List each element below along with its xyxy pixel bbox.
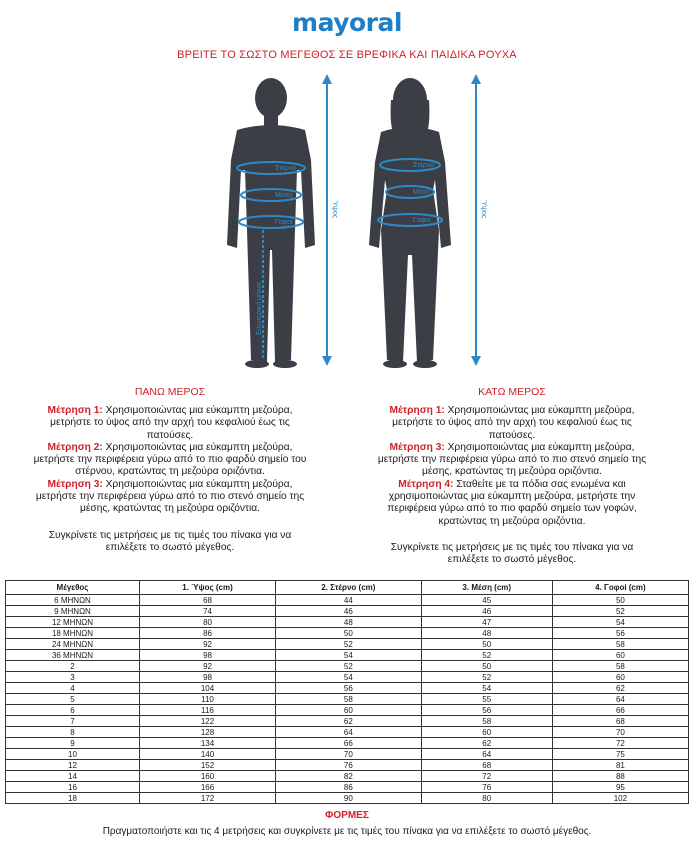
table-row xyxy=(6,705,689,716)
cell-waist: 48 xyxy=(421,628,552,639)
cell-hips: 50 xyxy=(552,595,688,606)
cell-size: 3 xyxy=(6,672,140,683)
chest-label: Στέρνο xyxy=(413,162,435,169)
lower-measurement-1 xyxy=(370,405,654,442)
inseam-label: Εσωτερικό μήκος xyxy=(256,281,263,335)
cell-chest: 52 xyxy=(276,661,422,672)
cell-height: 68 xyxy=(140,595,276,606)
lower-m1-text: Χρησιμοποιώντας μια εύκαμπτη μεζούρα, μετρήστε το ύψος από την αρχή του κεφαλιού έως τις πατούσες. xyxy=(392,405,635,441)
cell-height: 122 xyxy=(140,716,276,727)
cell-waist: 46 xyxy=(421,606,552,617)
cell-height: 80 xyxy=(140,617,276,628)
cell-chest: 70 xyxy=(276,749,422,760)
cell-size: 9 ΜΗΝΩΝ xyxy=(6,606,140,617)
cell-waist: 64 xyxy=(421,749,552,760)
table-row xyxy=(6,716,689,727)
cell-height: 92 xyxy=(140,639,276,650)
cell-chest: 76 xyxy=(276,760,422,771)
cell-chest: 64 xyxy=(276,727,422,738)
cell-hips: 88 xyxy=(552,771,688,782)
cell-size: 10 xyxy=(6,749,140,760)
cell-height: 110 xyxy=(140,694,276,705)
lower-m3-text: Χρησιμοποιώντας μια εύκαμπτη μεζούρα, μετρήστε την περιφέρεια γύρω από το πιο στενό σημείο της μέσης, κρατώντας τη μεζούρα οριζόντια. xyxy=(377,441,647,478)
chest-label: Στέρνο xyxy=(275,165,297,172)
waist-label: Μέση xyxy=(275,192,293,199)
height-label: Ύψος xyxy=(331,200,338,219)
table-row xyxy=(6,738,689,749)
waist-label: Μέση xyxy=(413,189,431,196)
upper-measurement-1 xyxy=(30,405,310,442)
cell-size: 6 ΜΗΝΩΝ xyxy=(6,595,140,606)
lower-section-title: ΚΑΤΩ ΜΕΡΟΣ xyxy=(478,386,546,398)
cell-waist: 45 xyxy=(421,595,552,606)
cell-size: 16 xyxy=(6,782,140,793)
cell-height: 92 xyxy=(140,661,276,672)
header-height: 1. Ύψος (cm) xyxy=(140,581,276,595)
table-row xyxy=(6,683,689,694)
cell-hips: 60 xyxy=(552,672,688,683)
upper-m3-text: Χρησιμοποιώντας μια εύκαμπτη μεζούρα, μετρήστε την περιφέρεια γύρω από το πιο στενό σημείο της μέσης, κρατώντας τη μεζούρα οριζόντια. xyxy=(35,478,305,515)
header-size: Μέγεθος xyxy=(6,581,140,595)
table-row xyxy=(6,661,689,672)
cell-waist: 60 xyxy=(421,727,552,738)
cell-hips: 58 xyxy=(552,661,688,672)
cell-chest: 86 xyxy=(276,782,422,793)
forms-note: Πραγματοποιήστε και τις 4 μετρήσεις και συγκρίνετε με τις τιμές του πίνακα για να επιλέξετε το σωστό μέγεθος. xyxy=(102,826,592,837)
cell-height: 160 xyxy=(140,771,276,782)
upper-m1-label: Μέτρηση 1: xyxy=(47,405,103,416)
table-row xyxy=(6,606,689,617)
cell-height: 98 xyxy=(140,672,276,683)
table-row xyxy=(6,749,689,760)
cell-height: 134 xyxy=(140,738,276,749)
lower-measurement-4 xyxy=(370,479,654,528)
cell-chest: 54 xyxy=(276,672,422,683)
cell-hips: 68 xyxy=(552,716,688,727)
table-row xyxy=(6,672,689,683)
upper-m2-text: Χρησιμοποιώντας μια εύκαμπτη μεζούρα, μετρήστε την περιφέρεια γύρω από το πιο φαρδύ σημείο του στέρνου, κρατώντας τη μεζούρα οριζόντια. xyxy=(33,441,307,478)
table-row xyxy=(6,782,689,793)
cell-hips: 62 xyxy=(552,683,688,694)
cell-waist: 58 xyxy=(421,716,552,727)
cell-hips: 54 xyxy=(552,617,688,628)
cell-waist: 52 xyxy=(421,650,552,661)
size-table xyxy=(5,580,689,804)
cell-height: 116 xyxy=(140,705,276,716)
cell-height: 172 xyxy=(140,793,276,804)
lower-m4-label: Μέτρηση 4: xyxy=(398,478,454,490)
cell-hips: 56 xyxy=(552,628,688,639)
cell-waist: 52 xyxy=(421,672,552,683)
table-row xyxy=(6,760,689,771)
cell-size: 18 ΜΗΝΩΝ xyxy=(6,628,140,639)
hips-label: Γοφοί xyxy=(413,217,431,224)
cell-chest: 48 xyxy=(276,617,422,628)
cell-hips: 66 xyxy=(552,705,688,716)
upper-measurement-2 xyxy=(30,442,310,479)
cell-size: 36 ΜΗΝΩΝ xyxy=(6,650,140,661)
cell-chest: 62 xyxy=(276,716,422,727)
cell-waist: 68 xyxy=(421,760,552,771)
cell-chest: 50 xyxy=(276,628,422,639)
header-chest: 2. Στέρνο (cm) xyxy=(276,581,422,595)
lower-measurement-3 xyxy=(370,442,654,479)
table-row xyxy=(6,727,689,738)
cell-size: 9 xyxy=(6,738,140,749)
cell-chest: 46 xyxy=(276,606,422,617)
size-table-header xyxy=(6,581,689,595)
cell-hips: 70 xyxy=(552,727,688,738)
upper-section-title: ΠΑΝΩ ΜΕΡΟΣ xyxy=(134,386,206,398)
table-row xyxy=(6,771,689,782)
lower-m3-label: Μέτρηση 3: xyxy=(389,441,445,453)
cell-chest: 44 xyxy=(276,595,422,606)
cell-size: 6 xyxy=(6,705,140,716)
upper-instructions xyxy=(30,405,310,554)
lower-instructions xyxy=(370,405,654,567)
cell-size: 4 xyxy=(6,683,140,694)
cell-waist: 55 xyxy=(421,694,552,705)
cell-waist: 80 xyxy=(421,793,552,804)
cell-size: 7 xyxy=(6,716,140,727)
hips-label: Γοφοί xyxy=(275,219,293,226)
cell-height: 166 xyxy=(140,782,276,793)
cell-waist: 54 xyxy=(421,683,552,694)
lower-compare-note: Συγκρίνετε τις μετρήσεις με τις τιμές του πίνακα για να επιλέξετε το σωστό μέγεθος. xyxy=(390,541,634,566)
header-hips: 4. Γοφοί (cm) xyxy=(552,581,688,595)
table-row xyxy=(6,650,689,661)
cell-waist: 56 xyxy=(421,705,552,716)
cell-height: 152 xyxy=(140,760,276,771)
cell-height: 98 xyxy=(140,650,276,661)
table-row xyxy=(6,628,689,639)
cell-waist: 50 xyxy=(421,639,552,650)
cell-size: 5 xyxy=(6,694,140,705)
cell-hips: 81 xyxy=(552,760,688,771)
upper-compare-note: Συγκρίνετε τις μετρήσεις με τις τιμές του πίνακα για να επιλέξετε το σωστό μέγεθος. xyxy=(48,529,292,553)
header-waist: 3. Μέση (cm) xyxy=(421,581,552,595)
cell-hips: 75 xyxy=(552,749,688,760)
cell-size: 8 xyxy=(6,727,140,738)
girl-measurement-figure xyxy=(335,70,635,375)
table-row xyxy=(6,694,689,705)
upper-m1-text: Χρησιμοποιώντας μια εύκαμπτη μεζούρα, μετρήστε το ύψος από την αρχή του κεφαλιού έως τις πατούσες. xyxy=(50,405,293,441)
cell-height: 86 xyxy=(140,628,276,639)
cell-waist: 76 xyxy=(421,782,552,793)
cell-hips: 52 xyxy=(552,606,688,617)
cell-size: 24 ΜΗΝΩΝ xyxy=(6,639,140,650)
cell-chest: 60 xyxy=(276,705,422,716)
table-row xyxy=(6,617,689,628)
cell-chest: 58 xyxy=(276,694,422,705)
size-table-body xyxy=(6,595,689,804)
cell-waist: 50 xyxy=(421,661,552,672)
cell-height: 128 xyxy=(140,727,276,738)
table-row xyxy=(6,595,689,606)
cell-chest: 56 xyxy=(276,683,422,694)
lower-m1-label: Μέτρηση 1: xyxy=(389,405,445,416)
table-row xyxy=(6,793,689,804)
page-headline: ΒΡΕΙΤΕ ΤΟ ΣΩΣΤΟ ΜΕΓΕΘΟΣ ΣΕ ΒΡΕΦΙΚΑ ΚΑΙ ΠΑΙΔΙΚΑ ΡΟΥΧΑ xyxy=(177,49,517,61)
cell-size: 2 xyxy=(6,661,140,672)
cell-height: 74 xyxy=(140,606,276,617)
cell-height: 140 xyxy=(140,749,276,760)
cell-chest: 90 xyxy=(276,793,422,804)
cell-size: 12 xyxy=(6,760,140,771)
cell-hips: 72 xyxy=(552,738,688,749)
cell-height: 104 xyxy=(140,683,276,694)
brand-logo: mayoral xyxy=(292,8,402,37)
cell-hips: 64 xyxy=(552,694,688,705)
upper-m2-label: Μέτρηση 2: xyxy=(47,441,103,453)
cell-size: 14 xyxy=(6,771,140,782)
cell-chest: 66 xyxy=(276,738,422,749)
upper-measurement-3 xyxy=(30,479,310,516)
cell-waist: 72 xyxy=(421,771,552,782)
forms-title: ΦΟΡΜΕΣ xyxy=(325,810,369,821)
cell-chest: 52 xyxy=(276,639,422,650)
upper-m3-label: Μέτρηση 3: xyxy=(47,478,103,490)
cell-hips: 58 xyxy=(552,639,688,650)
lower-m4-text: Σταθείτε με τα πόδια σας ενωμένα και χρησιμοποιώντας μια εύκαμπτη μεζούρα, μετρήστε την περιφέρεια γύρω από το πιο φαρδύ σημείο των γοφών, κρατώντας τη μεζούρα οριζόντια. xyxy=(387,478,637,527)
cell-hips: 60 xyxy=(552,650,688,661)
cell-size: 18 xyxy=(6,793,140,804)
height-label: Ύψος xyxy=(480,200,487,219)
cell-chest: 82 xyxy=(276,771,422,782)
cell-waist: 62 xyxy=(421,738,552,749)
cell-waist: 47 xyxy=(421,617,552,628)
cell-hips: 95 xyxy=(552,782,688,793)
table-row xyxy=(6,639,689,650)
cell-chest: 54 xyxy=(276,650,422,661)
cell-hips: 102 xyxy=(552,793,688,804)
cell-size: 12 ΜΗΝΩΝ xyxy=(6,617,140,628)
